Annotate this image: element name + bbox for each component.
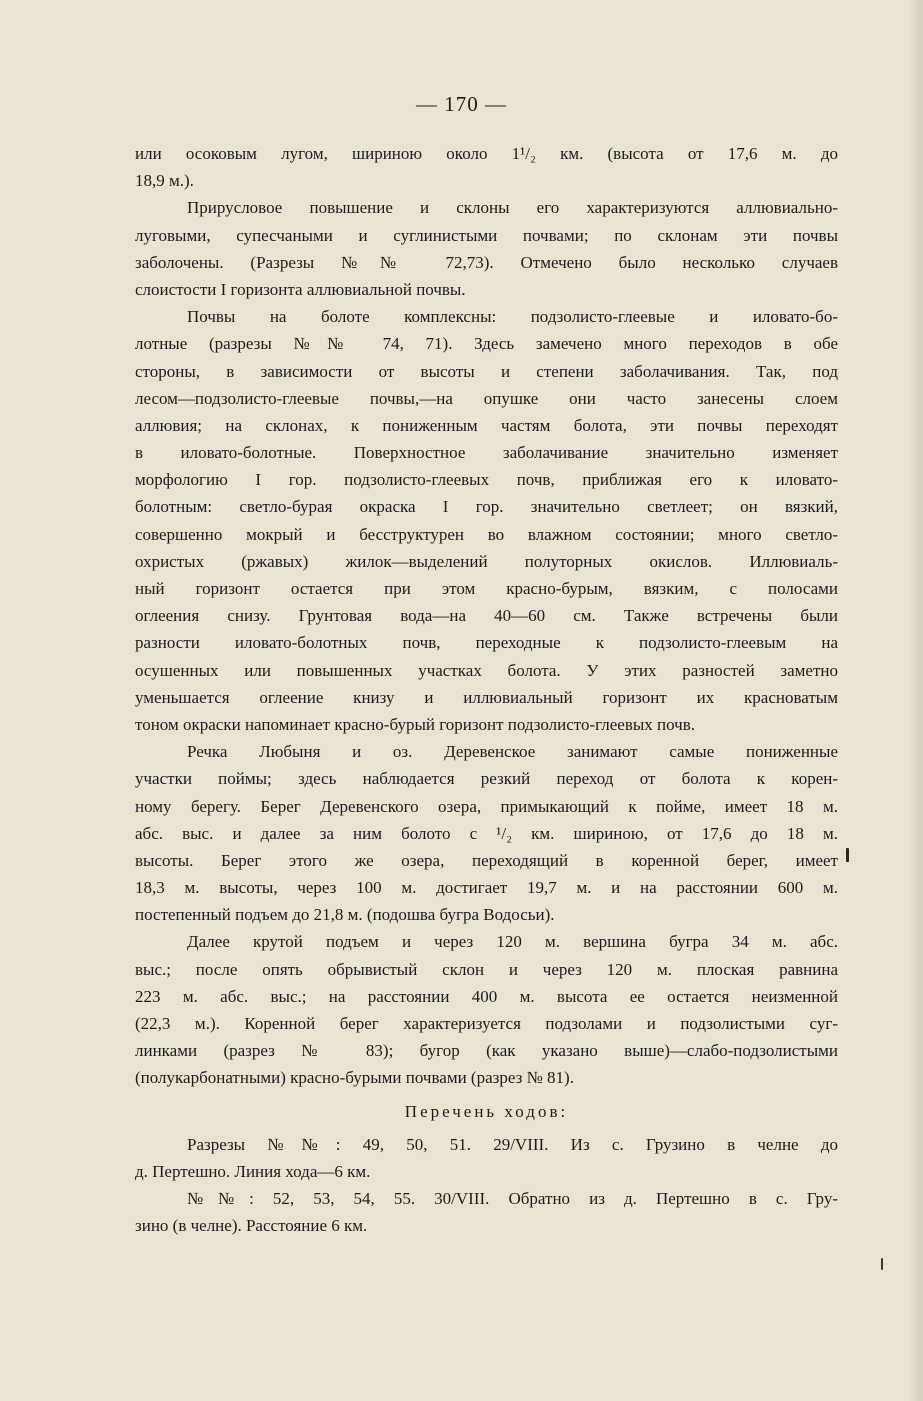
text-line: или осоковым лугом, шириною около 1¹/₂ км. (высота от 17,6 м. до <box>135 144 838 163</box>
text-line: совершенно мокрый и бесструктурен во влажном состоянии; много светло- <box>135 524 838 544</box>
text-line: участки поймы; здесь наблюдается резкий переход от болота к корен- <box>135 769 838 789</box>
text-line: аллювия; на склонах, к пониженным частям болота, эти почвы переходят <box>135 415 838 435</box>
margin-mark <box>881 1258 883 1270</box>
text-line: стороны, в зависимости от высоты и степени заболачивания. Так, под <box>135 361 838 381</box>
text-line: Прирусловое повышение и склоны его характеризуются аллювиально- <box>187 198 838 218</box>
text-line: заболочены. (Разрезы №№ 72,73). Отмечено было несколько случаев <box>135 252 838 272</box>
text-line: осушенных или повышенных участках болота. У этих разностей заметно <box>135 660 838 680</box>
text-line: 18,9 м.). <box>135 171 194 191</box>
text-line: разности иловато-болотных почв, переходные к подзолисто-глеевым на <box>135 633 838 653</box>
text-line: (22,3 м.). Коренной берег характеризуется подзолами и подзолистыми суг- <box>135 1014 838 1033</box>
section-heading: Перечень ходов: <box>404 1101 569 1121</box>
text-line: Далее крутой подъем и через 120 м. вершина бугра 34 м. абс. <box>187 932 838 952</box>
text-line: №№: 52, 53, 54, 55. 30/VIII. Обратно из д. Пертешно в с. Гру- <box>187 1189 838 1209</box>
text-line: морфологию I гор. подзолисто-глеевых почв, приближая его к иловато- <box>135 470 838 490</box>
text-line: лотные (разрезы №№ 74, 71). Здесь замечено много переходов в обе <box>135 334 838 354</box>
text-line: выс.; после опять обрывистый склон и через 120 м. плоская равнина <box>135 959 838 979</box>
text-line: (полукарбонатными) красно-бурыми почвами (разрез № 81). <box>135 1068 574 1088</box>
text-line: Речка Любыня и оз. Деревенское занимают самые пониженные <box>187 742 838 762</box>
page-number: — 170 — <box>416 92 507 116</box>
text-line: постепенный подъем до 21,8 м. (подошва бугра Водосьи). <box>135 905 555 925</box>
text-line: слоистости I горизонта аллювиальной почвы. <box>135 279 466 299</box>
text-line: тоном окраски напоминает красно-бурый горизонт подзолисто-глеевых почв. <box>135 714 695 734</box>
text-line: в иловато-болотные. Поверхностное заболачивание значительно изменяет <box>135 443 838 463</box>
text-line: уменьшается оглеение книзу и иллювиальный горизонт их красноватым <box>135 687 838 707</box>
text-line: болотным: светло-бурая окраска I гор. значительно светлеет; он вязкий, <box>135 497 838 517</box>
text-line: луговыми, супесчаными и суглинистыми почвами; по склонам эти почвы <box>135 225 838 245</box>
text-line: линками (разрез № 83); бугор (как указано выше)—слабо-подзолистыми <box>135 1041 838 1061</box>
text-line: высоты. Берег этого же озера, переходящий в коренной берег, имеет <box>135 850 838 870</box>
margin-mark <box>846 848 849 862</box>
page-edge-shadow <box>909 0 923 1401</box>
text-line: лесом—подзолисто-глеевые почвы,—на опушке они часто занесены слоем <box>135 388 838 408</box>
text-line: ному берегу. Берег Деревенского озера, примыкающий к пойме, имеет 18 м. <box>135 796 838 816</box>
text-line: ный горизонт остается при этом красно-бурым, вязким, с полосами <box>135 579 838 598</box>
text-line: Почвы на болоте комплексны: подзолисто-глеевые и иловато-бо- <box>187 307 838 327</box>
text-line: зино (в челне). Расстояние 6 км. <box>135 1216 368 1236</box>
text-line: д. Пертешно. Линия хода—6 км. <box>135 1161 371 1181</box>
text-line: абс. выс. и далее за ним болото с ¹/₂ км. шириною, от 17,6 до 18 м. <box>135 823 838 843</box>
text-line: оглеения снизу. Грунтовая вода—на 40—60 см. Также встречены были <box>135 606 838 626</box>
text-line: 223 м. абс. выс.; на расстоянии 400 м. высота ее остается неизменной <box>135 986 838 1006</box>
body-text <box>135 140 838 1240</box>
text-line: Разрезы №№: 49, 50, 51. 29/VIII. Из с. Грузино в челне до <box>187 1134 838 1154</box>
text-line: 18,3 м. высоты, через 100 м. достигает 19,7 м. и на расстоянии 600 м. <box>135 878 838 898</box>
text-line: охристых (ржавых) жилок—выделений полуторных окислов. Иллювиаль- <box>135 551 838 571</box>
